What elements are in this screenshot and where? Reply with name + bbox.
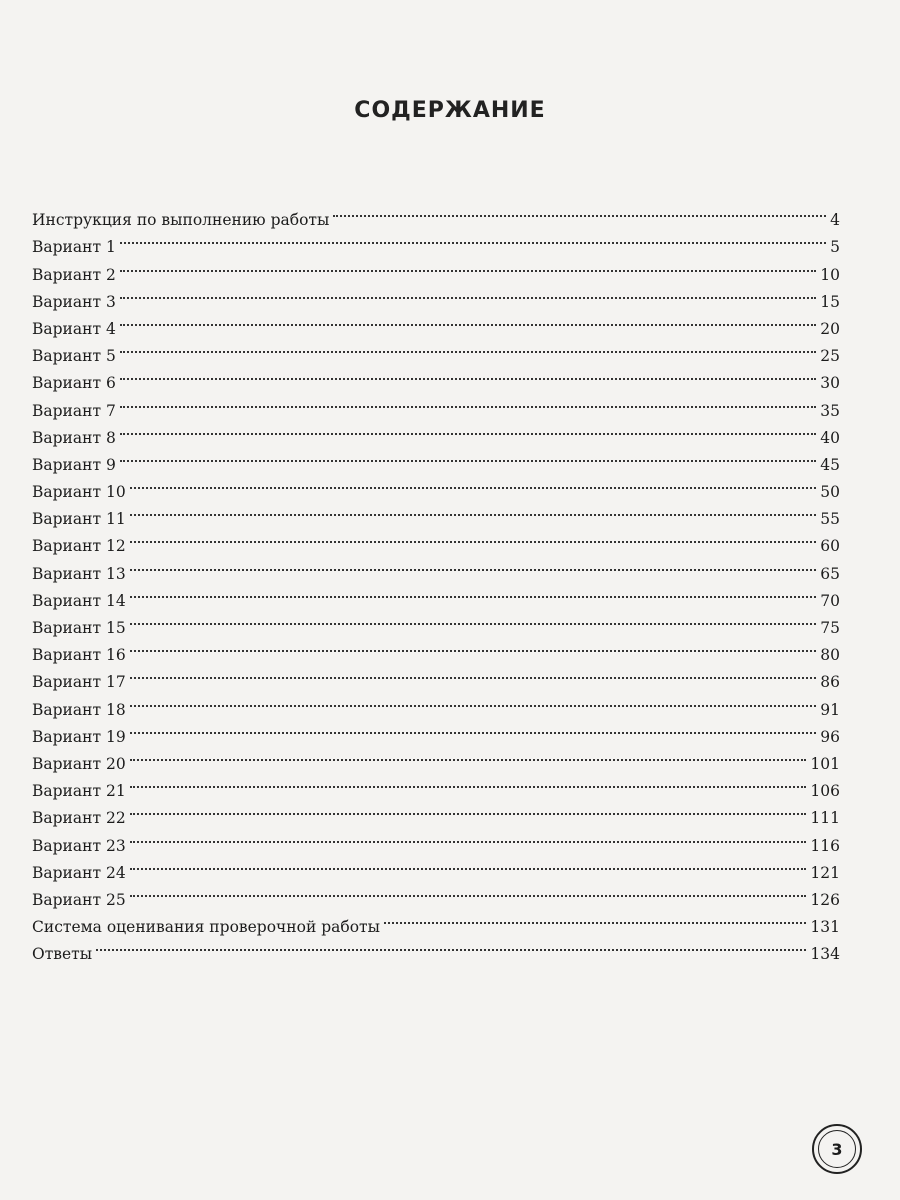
toc-entry-label: Вариант 13: [32, 564, 126, 583]
toc-entry-label: Вариант 22: [32, 809, 126, 828]
toc-dot-leader: [130, 579, 817, 606]
toc-dot-leader: [120, 361, 816, 388]
toc-entry: [32, 307, 840, 338]
toc-entry: [32, 225, 840, 257]
toc-entry: [32, 932, 840, 964]
toc-entry: [32, 551, 840, 583]
toc-entry-label: Вариант 1: [32, 238, 116, 257]
toc-entry-page: 4: [830, 211, 840, 230]
toc-entry-page: 70: [820, 591, 840, 610]
toc-dot-leader: [130, 606, 817, 633]
toc-dot-leader: [130, 551, 817, 578]
toc-entry-label: Вариант 8: [32, 428, 116, 447]
toc-dot-leader: [130, 769, 807, 796]
toc-entry: [32, 905, 840, 937]
toc-entry: [32, 497, 840, 529]
toc-entry: [32, 280, 840, 311]
toc-entry-label: Инструкция по выполнению работы: [32, 211, 330, 230]
toc-dot-leader: [96, 932, 806, 959]
toc-entry: [32, 470, 840, 502]
toc-entry-page: 86: [820, 673, 840, 692]
toc-dot-leader: [130, 633, 817, 660]
toc-dot-leader: [333, 198, 826, 225]
toc-entry-page: 116: [810, 836, 840, 855]
toc-entry-label: Вариант 10: [32, 483, 126, 502]
toc-entry-page: 91: [820, 700, 840, 719]
toc-dot-leader: [120, 225, 826, 252]
toc-entry-page: 126: [810, 890, 840, 909]
toc-entry-page: 75: [820, 619, 840, 637]
toc-entry-page: 10: [820, 265, 840, 284]
toc-entry: [32, 687, 840, 719]
toc-entry-label: Вариант 23: [32, 836, 126, 855]
toc-dot-leader: [130, 660, 817, 687]
page-title: СОДЕРЖАНИЕ: [354, 98, 546, 123]
toc-entry: [32, 769, 840, 801]
toc-entry-page: 121: [810, 863, 840, 882]
toc-entry-label: Вариант 24: [32, 863, 126, 882]
toc-entry-page: 134: [810, 945, 840, 964]
toc-dot-leader: [130, 715, 817, 742]
toc-entry-label: Система оценивания проверочной работы: [32, 918, 380, 937]
toc-entry-label: Вариант 25: [32, 890, 126, 909]
toc-entry-page: 96: [820, 727, 840, 746]
toc-entry-label: Вариант 7: [32, 401, 116, 420]
toc-entry-page: 25: [820, 347, 840, 366]
toc-entry: [32, 579, 840, 610]
toc-dot-leader: [120, 416, 816, 443]
toc-entry-page: 80: [820, 646, 840, 665]
toc-entry-label: Вариант 11: [32, 510, 126, 529]
toc-entry: [32, 388, 840, 420]
toc-entry-label: Вариант 4: [32, 319, 116, 338]
toc-entry-page: 5: [830, 238, 840, 257]
toc-entry: [32, 198, 840, 230]
toc-entry-label: Вариант 6: [32, 374, 116, 393]
toc-entry: [32, 443, 840, 474]
toc-entry: [32, 606, 840, 637]
toc-dot-leader: [120, 388, 816, 415]
toc-dot-leader: [130, 851, 807, 878]
table-of-contents: [32, 198, 840, 964]
toc-entry-page: 40: [820, 428, 840, 447]
toc-entry-label: Вариант 15: [32, 619, 126, 637]
toc-dot-leader: [130, 823, 807, 850]
toc-entry-page: 131: [810, 918, 840, 937]
toc-entry-page: 60: [820, 537, 840, 556]
toc-entry-page: 55: [820, 510, 840, 529]
toc-entry: [32, 851, 840, 882]
toc-dot-leader: [384, 905, 806, 932]
toc-entry-page: 65: [820, 564, 840, 583]
toc-entry-label: Вариант 2: [32, 265, 116, 284]
toc-entry-label: Вариант 21: [32, 782, 126, 801]
toc-dot-leader: [130, 796, 807, 823]
toc-entry-page: 106: [810, 782, 840, 801]
toc-entry-page: 101: [810, 754, 840, 773]
toc-entry-label: Вариант 18: [32, 700, 126, 719]
toc-dot-leader: [130, 470, 817, 497]
toc-entry-label: Вариант 17: [32, 673, 126, 692]
toc-dot-leader: [120, 280, 816, 307]
toc-entry-page: 20: [820, 319, 840, 338]
toc-entry: [32, 823, 840, 855]
toc-dot-leader: [120, 334, 816, 361]
page-number-badge: [812, 1124, 862, 1174]
toc-entry: [32, 416, 840, 447]
toc-entry-label: Вариант 20: [32, 754, 126, 773]
toc-entry: [32, 524, 840, 556]
toc-entry-page: 35: [820, 401, 840, 420]
toc-entry: [32, 334, 840, 366]
toc-entry: [32, 633, 840, 665]
toc-dot-leader: [130, 742, 807, 769]
toc-entry: [32, 252, 840, 284]
toc-dot-leader: [120, 443, 816, 470]
toc-dot-leader: [130, 524, 817, 551]
toc-entry-label: Вариант 3: [32, 292, 116, 311]
toc-entry-label: Вариант 12: [32, 537, 126, 556]
toc-entry-label: Вариант 14: [32, 591, 126, 610]
toc-entry-label: Ответы: [32, 945, 93, 964]
toc-entry-page: 15: [820, 292, 840, 311]
toc-entry-label: Вариант 19: [32, 727, 126, 746]
toc-entry: [32, 715, 840, 746]
toc-entry: [32, 361, 840, 393]
page-number: 3: [818, 1130, 856, 1168]
toc-dot-leader: [130, 497, 817, 524]
toc-entry-label: Вариант 5: [32, 347, 116, 366]
toc-dot-leader: [130, 878, 807, 905]
toc-entry: [32, 660, 840, 692]
toc-dot-leader: [130, 687, 817, 714]
toc-entry-page: 45: [820, 455, 840, 474]
toc-dot-leader: [120, 252, 816, 279]
toc-entry: [32, 796, 840, 828]
toc-entry-page: 30: [820, 374, 840, 393]
toc-entry-page: 50: [820, 483, 840, 502]
toc-entry-page: 111: [810, 809, 840, 828]
toc-entry-label: Вариант 16: [32, 646, 126, 665]
toc-entry: [32, 878, 840, 909]
toc-dot-leader: [120, 307, 816, 334]
toc-entry-label: Вариант 9: [32, 455, 116, 474]
toc-entry: [32, 742, 840, 773]
